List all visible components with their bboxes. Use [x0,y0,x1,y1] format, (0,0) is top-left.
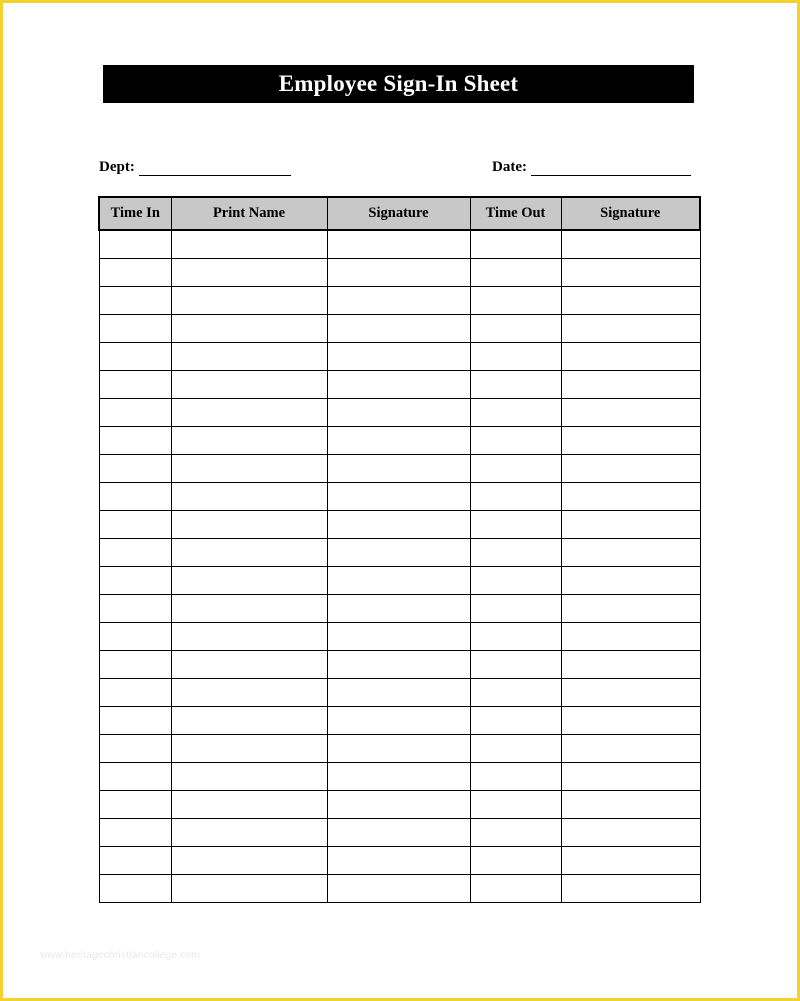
signature-out-cell[interactable] [561,483,700,511]
print-name-cell[interactable] [171,427,327,455]
print-name-cell[interactable] [171,371,327,399]
signature-in-cell[interactable] [327,483,470,511]
table-row [99,847,700,875]
signature-in-cell[interactable] [327,539,470,567]
time-out-cell[interactable] [470,455,561,483]
table-row [99,791,700,819]
time-in-cell[interactable] [99,230,171,259]
time-in-cell[interactable] [99,707,171,735]
table-row [99,875,700,903]
time-in-cell[interactable] [99,791,171,819]
signature-out-cell[interactable] [561,455,700,483]
time-in-cell[interactable] [99,399,171,427]
table-row [99,259,700,287]
signature-out-cell[interactable] [561,259,700,287]
signature-in-cell[interactable] [327,230,470,259]
signature-in-cell[interactable] [327,371,470,399]
signature-out-cell[interactable] [561,707,700,735]
print-name-cell[interactable] [171,511,327,539]
header-time-in: Time In [99,197,171,230]
time-in-cell[interactable] [99,875,171,903]
print-name-cell[interactable] [171,567,327,595]
signature-out-cell[interactable] [561,343,700,371]
time-in-cell[interactable] [99,259,171,287]
time-in-cell[interactable] [99,343,171,371]
table-row [99,455,700,483]
dept-label: Dept: [99,159,135,175]
time-in-cell[interactable] [99,819,171,847]
signature-out-cell[interactable] [561,847,700,875]
time-in-cell[interactable] [99,427,171,455]
signature-in-cell[interactable] [327,427,470,455]
time-in-cell[interactable] [99,511,171,539]
time-out-cell[interactable] [470,343,561,371]
header-time-out: Time Out [470,197,561,230]
print-name-cell[interactable] [171,763,327,791]
signature-out-cell[interactable] [561,791,700,819]
header-print-name: Print Name [171,197,327,230]
print-name-cell[interactable] [171,455,327,483]
table-header-row [99,197,700,230]
signature-out-cell[interactable] [561,875,700,903]
signature-in-cell[interactable] [327,679,470,707]
time-out-cell[interactable] [470,651,561,679]
time-in-cell[interactable] [99,651,171,679]
table-row [99,763,700,791]
print-name-cell[interactable] [171,875,327,903]
table-row [99,371,700,399]
signature-in-cell[interactable] [327,343,470,371]
title-banner [103,65,694,103]
table-row [99,230,700,259]
time-in-cell[interactable] [99,315,171,343]
signature-in-cell[interactable] [327,651,470,679]
time-in-cell[interactable] [99,287,171,315]
time-in-cell[interactable] [99,623,171,651]
time-in-cell[interactable] [99,735,171,763]
time-out-cell[interactable] [470,707,561,735]
print-name-cell[interactable] [171,399,327,427]
watermark-text: www.heritagechristiancollege.com [40,950,201,961]
table-row [99,399,700,427]
time-out-cell[interactable] [470,483,561,511]
print-name-cell[interactable] [171,259,327,287]
table-row [99,735,700,763]
time-in-cell[interactable] [99,455,171,483]
time-out-cell[interactable] [470,287,561,315]
time-in-cell[interactable] [99,847,171,875]
print-name-cell[interactable] [171,483,327,511]
print-name-cell[interactable] [171,230,327,259]
time-in-cell[interactable] [99,679,171,707]
table-row [99,287,700,315]
signature-in-cell[interactable] [327,791,470,819]
table-row [99,567,700,595]
signature-in-cell[interactable] [327,707,470,735]
table-row [99,707,700,735]
time-in-cell[interactable] [99,371,171,399]
table-row [99,679,700,707]
time-in-cell[interactable] [99,595,171,623]
signature-out-cell[interactable] [561,567,700,595]
table-row [99,651,700,679]
signature-in-cell[interactable] [327,315,470,343]
time-out-cell[interactable] [470,735,561,763]
print-name-cell[interactable] [171,679,327,707]
signature-out-cell[interactable] [561,735,700,763]
signature-out-cell[interactable] [561,623,700,651]
signature-in-cell[interactable] [327,875,470,903]
date-label: Date: [492,159,527,175]
signature-out-cell[interactable] [561,651,700,679]
table-row [99,315,700,343]
time-out-cell[interactable] [470,371,561,399]
signature-out-cell[interactable] [561,819,700,847]
print-name-cell[interactable] [171,819,327,847]
time-out-cell[interactable] [470,567,561,595]
time-out-cell[interactable] [470,763,561,791]
header-signature-out: Signature [561,197,700,230]
signature-out-cell[interactable] [561,427,700,455]
print-name-cell[interactable] [171,343,327,371]
print-name-cell[interactable] [171,595,327,623]
time-out-cell[interactable] [470,819,561,847]
signature-in-cell[interactable] [327,455,470,483]
time-out-cell[interactable] [470,259,561,287]
time-out-cell[interactable] [470,679,561,707]
signature-in-cell[interactable] [327,259,470,287]
signature-in-cell[interactable] [327,511,470,539]
signature-in-cell[interactable] [327,567,470,595]
time-out-cell[interactable] [470,315,561,343]
signature-in-cell[interactable] [327,763,470,791]
signature-in-cell[interactable] [327,819,470,847]
table-row [99,595,700,623]
signature-out-cell[interactable] [561,763,700,791]
time-out-cell[interactable] [470,623,561,651]
time-out-cell[interactable] [470,539,561,567]
signature-out-cell[interactable] [561,539,700,567]
time-in-cell[interactable] [99,483,171,511]
print-name-cell[interactable] [171,651,327,679]
table-body [99,230,700,903]
time-out-cell[interactable] [470,791,561,819]
date-field [492,158,691,176]
signature-out-cell[interactable] [561,315,700,343]
table-row [99,623,700,651]
time-out-cell[interactable] [470,399,561,427]
print-name-cell[interactable] [171,735,327,763]
signature-in-cell[interactable] [327,595,470,623]
time-out-cell[interactable] [470,427,561,455]
time-out-cell[interactable] [470,875,561,903]
time-out-cell[interactable] [470,230,561,259]
signature-in-cell[interactable] [327,735,470,763]
print-name-cell[interactable] [171,847,327,875]
print-name-cell[interactable] [171,623,327,651]
table-row [99,483,700,511]
signature-out-cell[interactable] [561,595,700,623]
signature-in-cell[interactable] [327,623,470,651]
table-row [99,511,700,539]
time-out-cell[interactable] [470,847,561,875]
signature-in-cell[interactable] [327,847,470,875]
table-row [99,427,700,455]
print-name-cell[interactable] [171,539,327,567]
signature-in-cell[interactable] [327,399,470,427]
time-out-cell[interactable] [470,511,561,539]
date-input-line[interactable] [531,158,691,176]
signature-out-cell[interactable] [561,399,700,427]
signature-in-cell[interactable] [327,287,470,315]
header-signature-in: Signature [327,197,470,230]
dept-field [99,158,291,176]
table-row [99,539,700,567]
print-name-cell[interactable] [171,287,327,315]
print-name-cell[interactable] [171,791,327,819]
signature-out-cell[interactable] [561,287,700,315]
time-in-cell[interactable] [99,763,171,791]
print-name-cell[interactable] [171,315,327,343]
dept-input-line[interactable] [139,158,291,176]
time-in-cell[interactable] [99,539,171,567]
time-in-cell[interactable] [99,567,171,595]
signature-out-cell[interactable] [561,371,700,399]
print-name-cell[interactable] [171,707,327,735]
signature-out-cell[interactable] [561,230,700,259]
table-row [99,819,700,847]
page-title: Employee Sign-In Sheet [278,71,519,96]
signature-out-cell[interactable] [561,511,700,539]
signature-out-cell[interactable] [561,679,700,707]
time-out-cell[interactable] [470,595,561,623]
sign-in-table [98,196,701,903]
table-row [99,343,700,371]
